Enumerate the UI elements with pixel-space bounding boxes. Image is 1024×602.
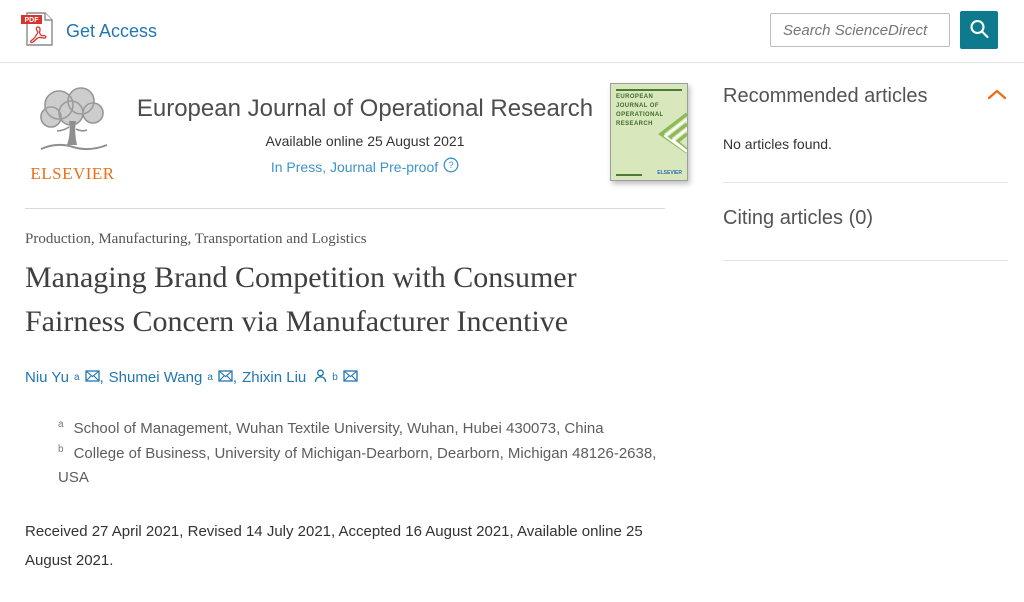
cover-footer (616, 170, 682, 176)
journal-banner (25, 83, 688, 184)
search-button[interactable] (960, 11, 998, 49)
article-dates: Received 27 April 2021, Revised 14 July 2021, Accepted 16 August 2021, Available online 25 August 2021. (25, 523, 643, 570)
elsevier-wordmark: ELSEVIER (30, 164, 115, 183)
article-column (0, 63, 688, 576)
recommended-articles-title: Recommended articles (723, 85, 928, 107)
article-section-label: Production, Manufacturing, Transportation and Logistics (25, 231, 367, 247)
available-online-text: Available online 25 August 2021 (265, 133, 465, 149)
cover-publisher: ELSEVIER (657, 170, 682, 176)
topbar (0, 0, 1024, 63)
author-link[interactable] (25, 369, 109, 386)
author-separator: , (232, 369, 238, 387)
author-affil-sup: a (73, 372, 80, 384)
affiliation-text: School of Management, Wuhan Textile University, Wuhan, Hubei 430073, China (73, 419, 604, 437)
cover-masthead-rule (616, 89, 682, 91)
citing-articles-title[interactable]: Citing articles (0) (723, 207, 874, 229)
recommended-empty-message: No articles found. (723, 136, 832, 152)
article-title: Managing Brand Competition with Consumer Fairness Concern via Manufacturer Incentive (25, 261, 577, 339)
author-link[interactable] (109, 369, 242, 386)
journal-cover-thumbnail[interactable] (610, 83, 688, 181)
author-affil-sup: b (332, 372, 338, 384)
author-name: Shumei Wang (108, 369, 203, 387)
inpress-label: In Press, Journal Pre-proof (270, 158, 439, 175)
cover-title: EUROPEAN JOURNAL OF OPERATIONAL RESEARCH (616, 94, 664, 127)
affiliation-item (58, 442, 658, 492)
elsevier-logo[interactable] (25, 83, 120, 184)
author-link[interactable] (242, 369, 358, 387)
affiliation-list (25, 417, 688, 491)
svg-text:?: ? (448, 160, 454, 172)
envelope-icon (83, 369, 100, 386)
author-separator: , (99, 369, 104, 387)
affiliation-marker: b (58, 443, 64, 455)
journal-info (120, 83, 610, 177)
help-icon[interactable] (443, 157, 459, 176)
journal-title-link[interactable]: European Journal of Operational Research (136, 95, 594, 122)
sidebar (688, 63, 1024, 576)
banner-divider (25, 208, 665, 209)
recommended-articles-header[interactable] (723, 85, 1008, 108)
sidebar-divider (723, 182, 1008, 183)
author-name: Niu Yu (25, 369, 69, 387)
search-input[interactable] (770, 13, 950, 47)
pdf-icon (20, 9, 56, 54)
get-access-link[interactable]: Get Access (66, 20, 158, 41)
recommended-articles-section (723, 63, 1008, 183)
elsevier-tree-icon (29, 144, 117, 161)
search-group (770, 13, 998, 49)
cover-stripes-graphic (631, 112, 687, 177)
get-access-group[interactable] (20, 9, 157, 54)
affiliation-item (58, 417, 658, 442)
search-icon (967, 17, 991, 44)
envelope-icon (216, 369, 233, 386)
sidebar-divider (723, 260, 1008, 261)
inpress-link[interactable] (271, 157, 459, 176)
page-body (0, 63, 1024, 576)
pdf-icon-label: PDF (24, 16, 39, 24)
cover-footer-rule (616, 174, 642, 176)
chevron-up-icon[interactable] (986, 87, 1008, 106)
author-name: Zhixin Liu (242, 369, 307, 387)
affiliation-marker: a (58, 418, 64, 430)
author-list (25, 369, 688, 387)
person-icon (312, 369, 327, 387)
citing-articles-section (723, 207, 1008, 261)
envelope-icon (341, 369, 358, 386)
author-affil-sup: a (207, 372, 213, 384)
affiliation-text: College of Business, University of Michigan-Dearborn, Dearborn, Michigan 48126-2638, USA (58, 444, 657, 487)
